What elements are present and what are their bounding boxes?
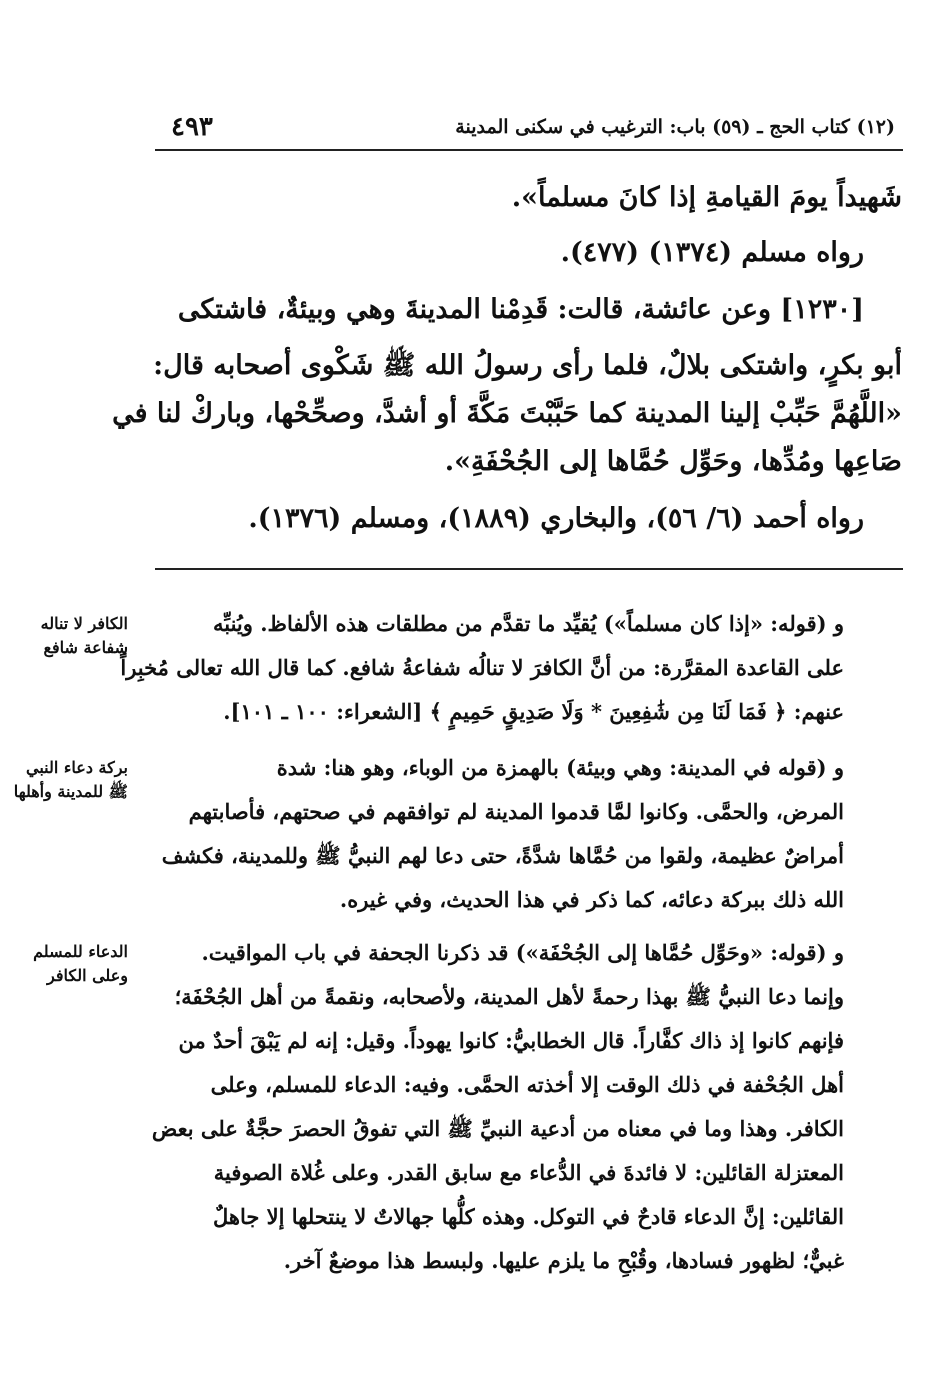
hadith-line-1: [١٢٣٠] وعن عائشة، قالت: قَدِمْنا المدينةَ وهي وبيئةٌ، فاشتكى (177, 294, 864, 325)
commentary-3-line-6: المعتزلة القائلين: لا فائدةَ في الدُّعاء مع سابق القدر. وعلى غُلاة الصوفية (213, 1160, 844, 1185)
main-line-1: شَهيداً يومَ القيامةِ إذا كانَ مسلماً». (511, 182, 902, 213)
commentary-3-line-8: غبيٌّ؛ لظهور فسادها، وقُبْحِ ما يلزم عليها. ولبسط هذا موضعٌ آخر. (283, 1248, 844, 1273)
commentary-3-line-1: و (قوله: «وحَوِّل حُمَّاها إلى الجُحْفَة») قد ذكرنا الجحفة في باب المواقيت. (201, 940, 844, 965)
running-title: (١٢) كتاب الحج ـ (٥٩) باب: الترغيب في سكنى المدينة (455, 116, 895, 138)
page-header (155, 108, 903, 148)
section-divider (155, 568, 903, 570)
commentary-3-line-2: وإنما دعا النبيُّ ﷺ بهذا رحمةً لأهل المدينة، ولأصحابه، ونقمةً من أهل الجُحْفَة؛ (174, 984, 844, 1009)
page-number: ٤٩٣ (171, 112, 213, 142)
commentary-2-line-2: المرض، والحمَّى. وكانوا لمَّا قدموا المدينة لم توافقهم في صحتهم، فأصابتهم (188, 799, 844, 824)
narration-line-1: رواه مسلم (١٣٧٤) (٤٧٧). (560, 237, 864, 268)
header-divider (155, 149, 903, 151)
narration-line-2: رواه أحمد (٦/ ٥٦)، والبخاري (١٨٨٩)، ومسلم (١٣٧٦). (248, 503, 864, 534)
margin-note-1: الكافر لا تناله شفاعة شافع (40, 614, 128, 657)
commentary-3-line-5: الكافر. وهذا وما في معناه من أدعية النبيِّ ﷺ التي تفوقُ الحصرَ حجَّةٌ على بعض (151, 1116, 844, 1141)
commentary-1-line-1: و (قوله: «إذا كان مسلماً») يُقيِّد ما تقدَّم من مطلقات هذه الألفاظ. ويُنبِّه (212, 611, 844, 636)
hadith-line-4: صَاعِها ومُدِّها، وحَوِّل حُمَّاها إلى الجُحْفَةِ». (444, 446, 902, 477)
margin-note-2: بركة دعاء النبي ﷺ للمدينة وأهلها (13, 758, 128, 801)
commentary-3-line-3: فإنهم كانوا إذ ذاك كفَّاراً. قال الخطابيُّ: كانوا يهوداً. وقيل: إنه لم يَبْقَ أحدٌ من (178, 1028, 844, 1053)
margin-note-3: الدعاء للمسلم وعلى الكافر (33, 942, 128, 985)
commentary-1-line-3: عنهم: ﴿ فَمَا لَنَا مِن شَٰفِعِينَ * وَلَا صَدِيقٍ حَمِيمٍ ﴾ [الشعراء: ١٠٠ ـ ١٠١]. (223, 699, 844, 724)
commentary-2-line-4: الله ذلك ببركة دعائه، كما ذكر في هذا الحديث، وفي غيره. (339, 887, 844, 912)
commentary-3-line-7: القائلين: إنَّ الدعاء قادحٌ في التوكل. وهذه كلُّها جهالاتٌ لا ينتحلها إلا جاهلٌ (212, 1204, 844, 1229)
commentary-1-line-2: على القاعدة المقرَّرة: من أنَّ الكافرَ لا تنالُه شفاعةُ شافع. كما قال الله تعالى مُخبِراً (120, 655, 844, 680)
commentary-3-line-4: أهل الجُحْفة في ذلك الوقت إلا أخذته الحمَّى. وفيه: الدعاء للمسلم، وعلى (210, 1072, 844, 1097)
hadith-line-3: «اللَّهُمَّ حَبِّبْ إلينا المدينة كما حَبَّبْتَ مَكَّةَ أو أشدَّ، وصحِّحْها، وباركْ لنا في (112, 398, 902, 429)
hadith-line-2: أبو بكرٍ، واشتكى بلالٌ، فلما رأى رسولُ الله ﷺ شَكْوى أصحابه قال: (153, 350, 902, 381)
commentary-2-line-3: أمراضٌ عظيمة، ولقوا من حُمَّاها شدَّةً، حتى دعا لهم النبيُّ ﷺ وللمدينة، فكشف (161, 843, 844, 868)
commentary-2-line-1: و (قوله في المدينة: وهي وبيئة) بالهمزة من الوباء، وهو هنا: شدة (276, 755, 844, 780)
